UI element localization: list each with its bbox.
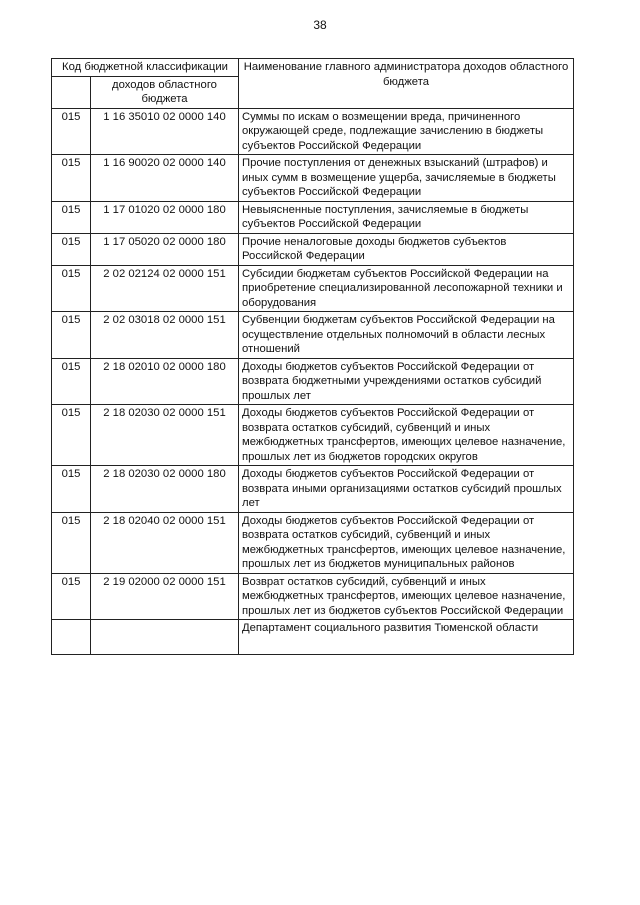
table-body	[52, 108, 574, 655]
revenue-code-cell: 1 16 90020 02 0000 140	[91, 155, 239, 202]
admin-code-cell: 015	[52, 466, 91, 513]
admin-code-cell: 015	[52, 312, 91, 359]
table-row	[52, 512, 574, 573]
revenue-name-cell: Суммы по искам о возмещении вреда, причиненного окружающей среде, подлежащие зачислению в бюджеты субъектов Российской Федерации	[239, 108, 574, 155]
table-row	[52, 233, 574, 265]
table-row	[52, 265, 574, 312]
revenue-administrators-table	[51, 58, 574, 655]
admin-code-cell: 015	[52, 573, 91, 620]
revenue-name-cell: Доходы бюджетов субъектов Российской Федерации от возврата бюджетными учреждениями остатков субсидий прошлых лет	[239, 358, 574, 405]
table-row	[52, 466, 574, 513]
revenue-code-cell: 2 02 02124 02 0000 151	[91, 265, 239, 312]
revenue-code-cell: 2 19 02000 02 0000 151	[91, 573, 239, 620]
revenue-name-cell: Прочие поступления от денежных взысканий (штрафов) и иных сумм в возмещение ущерба, зачисляемые в бюджеты субъектов Российской Федерации	[239, 155, 574, 202]
table-row	[52, 358, 574, 405]
table-row	[52, 201, 574, 233]
admin-code-cell	[52, 620, 91, 655]
department-name: Департамент социального развития Тюменской области	[239, 620, 574, 655]
admin-code-header	[52, 76, 91, 108]
revenue-name-cell: Субсидии бюджетам субъектов Российской Федерации на приобретение специализированной лесопожарной техники и оборудования	[239, 265, 574, 312]
table-row	[52, 405, 574, 466]
admin-code-cell: 015	[52, 201, 91, 233]
revenue-name-cell: Доходы бюджетов субъектов Российской Федерации от возврата остатков субсидий, субвенций и иных межбюджетных трансфертов, имеющих целевое назначение, прошлых лет из бюджетов муниципальных районов	[239, 512, 574, 573]
revenue-name-cell: Невыясненные поступления, зачисляемые в бюджеты субъектов Российской Федерации	[239, 201, 574, 233]
revenue-name-cell: Доходы бюджетов субъектов Российской Федерации от возврата остатков субсидий, субвенций и иных межбюджетных трансфертов, имеющих целевое назначение, прошлых лет из бюджетов городских округов	[239, 405, 574, 466]
revenue-code-cell: 2 18 02040 02 0000 151	[91, 512, 239, 573]
admin-code-cell: 015	[52, 512, 91, 573]
admin-code-cell: 015	[52, 265, 91, 312]
revenue-code-cell: 2 18 02010 02 0000 180	[91, 358, 239, 405]
table-row	[52, 312, 574, 359]
revenue-name-cell: Доходы бюджетов субъектов Российской Федерации от возврата иными организациями остатков субсидий прошлых лет	[239, 466, 574, 513]
revenue-code-cell: 1 17 01020 02 0000 180	[91, 201, 239, 233]
revenue-code-cell: 1 16 35010 02 0000 140	[91, 108, 239, 155]
revenue-code-cell: 2 18 02030 02 0000 151	[91, 405, 239, 466]
admin-code-cell: 015	[52, 155, 91, 202]
revenue-code-cell: 2 02 03018 02 0000 151	[91, 312, 239, 359]
table-row	[52, 155, 574, 202]
page-number: 38	[313, 18, 327, 32]
table-row	[52, 108, 574, 155]
revenue-code-header: доходов областного бюджета	[91, 76, 239, 108]
revenue-code-cell	[91, 620, 239, 655]
admin-code-cell: 015	[52, 405, 91, 466]
table-header	[52, 59, 574, 109]
department-row	[52, 620, 574, 655]
revenue-code-cell: 1 17 05020 02 0000 180	[91, 233, 239, 265]
budget-classification-code-header: Код бюджетной классификации	[52, 59, 239, 77]
admin-code-cell: 015	[52, 108, 91, 155]
admin-code-cell: 015	[52, 358, 91, 405]
revenue-name-cell: Прочие неналоговые доходы бюджетов субъектов Российской Федерации	[239, 233, 574, 265]
revenue-name-cell: Возврат остатков субсидий, субвенций и иных межбюджетных трансфертов, имеющих целевое назначение, прошлых лет из бюджетов субъектов Российской Федерации	[239, 573, 574, 620]
revenue-code-cell: 2 18 02030 02 0000 180	[91, 466, 239, 513]
admin-code-cell: 015	[52, 233, 91, 265]
administrator-name-header: Наименование главного администратора доходов областного бюджета	[239, 59, 574, 109]
table-row	[52, 573, 574, 620]
revenue-name-cell: Субвенции бюджетам субъектов Российской Федерации на осуществление отдельных полномочий в области лесных отношений	[239, 312, 574, 359]
